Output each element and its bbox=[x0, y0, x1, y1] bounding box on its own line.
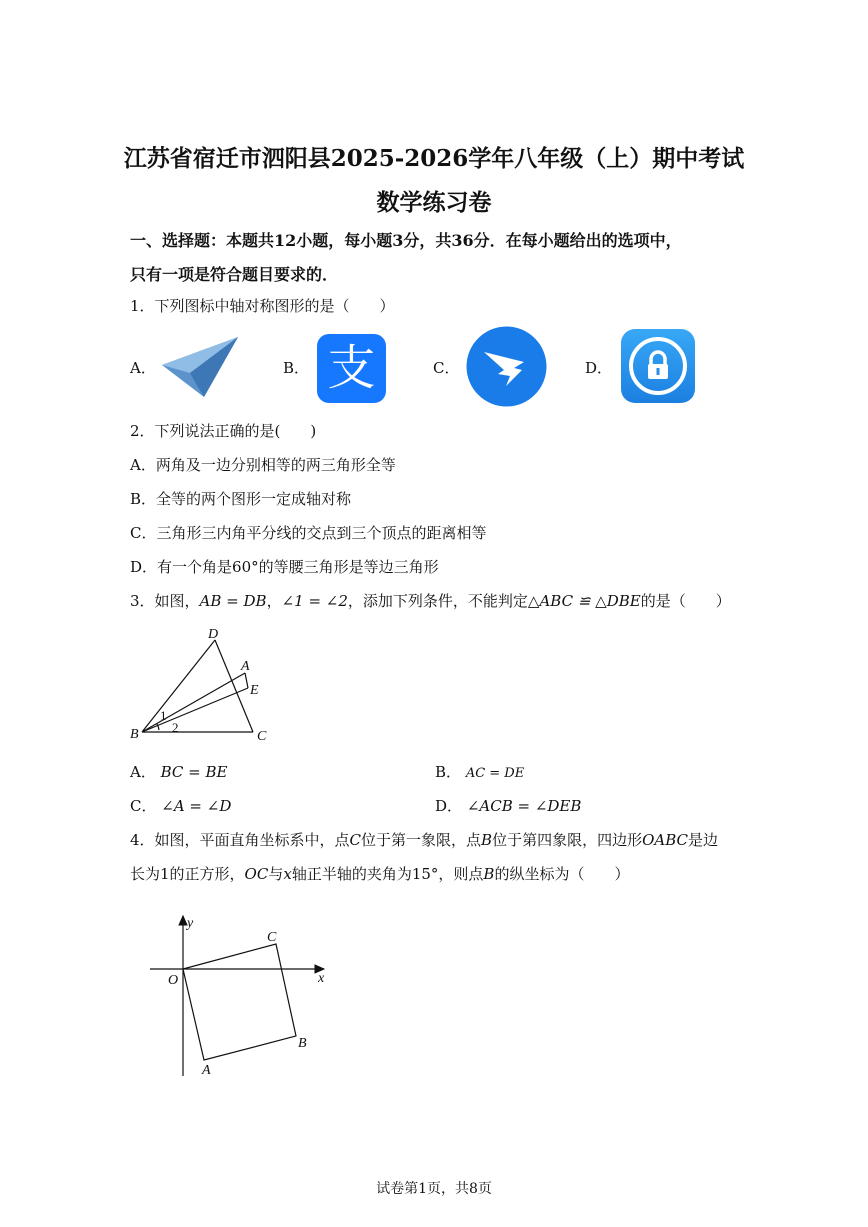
q4-point-b-2: B bbox=[483, 865, 495, 883]
label-b: B bbox=[130, 727, 139, 742]
section1-heading-cont: 只有一项是符合题目要求的． bbox=[130, 265, 339, 284]
q2-option-b: B．全等的两个图形一定成轴对称 bbox=[130, 490, 352, 508]
q3-condition-2: ∠1 = ∠2 bbox=[281, 592, 348, 610]
label-a: A bbox=[241, 659, 250, 674]
q1-option-a-label: A． bbox=[130, 359, 156, 377]
q3-sep: ， bbox=[266, 592, 282, 610]
q3-option-d bbox=[435, 796, 581, 816]
q4-text-2c: 轴正半轴的夹角为15°，则点 bbox=[291, 865, 484, 883]
label-c: C bbox=[257, 729, 267, 744]
exam-title-line2: 数学练习卷 bbox=[376, 189, 492, 216]
label-b: B bbox=[298, 1036, 307, 1051]
q4-x-var: x bbox=[283, 865, 292, 883]
dingtalk-icon bbox=[466, 326, 547, 407]
label-c: C bbox=[267, 930, 277, 945]
q3-option-a-text: BC = BE bbox=[160, 763, 228, 781]
label-angle-2: 2 bbox=[172, 720, 179, 735]
q3-condition-1: AB = DB bbox=[199, 592, 267, 610]
q2-stem: 2．下列说法正确的是( ) bbox=[130, 422, 317, 440]
q4-text-2a: 长为1的正方形， bbox=[130, 865, 245, 883]
q3-option-a bbox=[130, 762, 227, 782]
q4-text-1b: 位于第一象限，点 bbox=[361, 831, 482, 849]
q3-option-a-label: A． bbox=[130, 763, 156, 781]
paper-plane-icon bbox=[160, 335, 242, 400]
q1-stem: 1．下列图标中轴对称图形的是（ ） bbox=[130, 297, 395, 315]
lock-icon bbox=[621, 329, 695, 403]
q4-stem-line1 bbox=[130, 830, 718, 850]
q3-congruence: △ABC ≌ △DBE bbox=[527, 592, 641, 610]
q4-point-c: C bbox=[349, 831, 362, 849]
q4-coordinate-figure bbox=[140, 908, 340, 1080]
q4-text-2d: 的纵坐标为（ ） bbox=[494, 865, 630, 883]
q3-option-c-label: C． bbox=[130, 797, 157, 815]
q4-quad: OABC bbox=[642, 831, 689, 849]
q3-option-b-text: AC = DE bbox=[465, 766, 525, 781]
label-a: A bbox=[202, 1063, 211, 1078]
q2-option-d: D．有一个角是60°的等腰三角形是等边三角形 bbox=[130, 558, 439, 576]
q3-option-c-text: ∠A = ∠D bbox=[161, 797, 232, 815]
q3-option-d-label: D． bbox=[435, 797, 463, 815]
q3-option-b bbox=[435, 762, 524, 784]
alipay-glyph: 支 bbox=[327, 340, 376, 396]
label-d: D bbox=[208, 627, 219, 642]
q3-stem-mid: ，添加下列条件，不能判定 bbox=[347, 592, 528, 610]
q4-text-1a: 4．如图，平面直角坐标系中，点 bbox=[130, 831, 350, 849]
q4-stem-line2 bbox=[130, 864, 629, 884]
q2-option-a: A．两角及一边分别相等的两三角形全等 bbox=[130, 456, 396, 474]
alipay-icon bbox=[317, 334, 386, 403]
label-x: x bbox=[318, 971, 325, 986]
q4-text-1d: 是边 bbox=[688, 831, 719, 849]
label-y: y bbox=[187, 916, 194, 931]
label-e: E bbox=[250, 683, 259, 698]
line-ae bbox=[245, 673, 248, 688]
line-ba bbox=[142, 673, 245, 732]
q3-option-c bbox=[130, 796, 231, 816]
q3-stem bbox=[130, 591, 731, 611]
q4-segment-oc: OC bbox=[244, 865, 269, 883]
page-footer: 试卷第1页，共8页 bbox=[376, 1181, 492, 1197]
section1-heading: 一、选择题：本题共12小题，每小题3分，共36分．在每小题给出的选项中， bbox=[130, 231, 682, 250]
q4-text-2b: 与 bbox=[268, 865, 284, 883]
q3-option-d-text: ∠ACB = ∠DEB bbox=[466, 797, 582, 815]
q4-point-b: B bbox=[481, 831, 493, 849]
q3-stem-pre: 3．如图， bbox=[130, 592, 200, 610]
q3-triangle-figure bbox=[125, 622, 285, 752]
square-oabc bbox=[183, 944, 296, 1060]
exam-title-line1: 江苏省宿迁市泗阳县2025-2026学年八年级（上）期中考试 bbox=[123, 145, 745, 172]
q3-option-b-label: B． bbox=[435, 763, 462, 781]
line-bd bbox=[142, 640, 215, 732]
q1-option-d-label: D． bbox=[585, 359, 613, 377]
q1-option-b-label: B． bbox=[283, 359, 310, 377]
q3-stem-post: 的是（ ） bbox=[640, 592, 731, 610]
label-angle-1: 1 bbox=[160, 708, 167, 723]
q1-option-c-label: C． bbox=[433, 359, 460, 377]
q2-option-c: C．三角形三内角平分线的交点到三个顶点的距离相等 bbox=[130, 524, 487, 542]
label-o: O bbox=[168, 973, 179, 988]
q4-text-1c: 位于第四象限，四边形 bbox=[492, 831, 643, 849]
